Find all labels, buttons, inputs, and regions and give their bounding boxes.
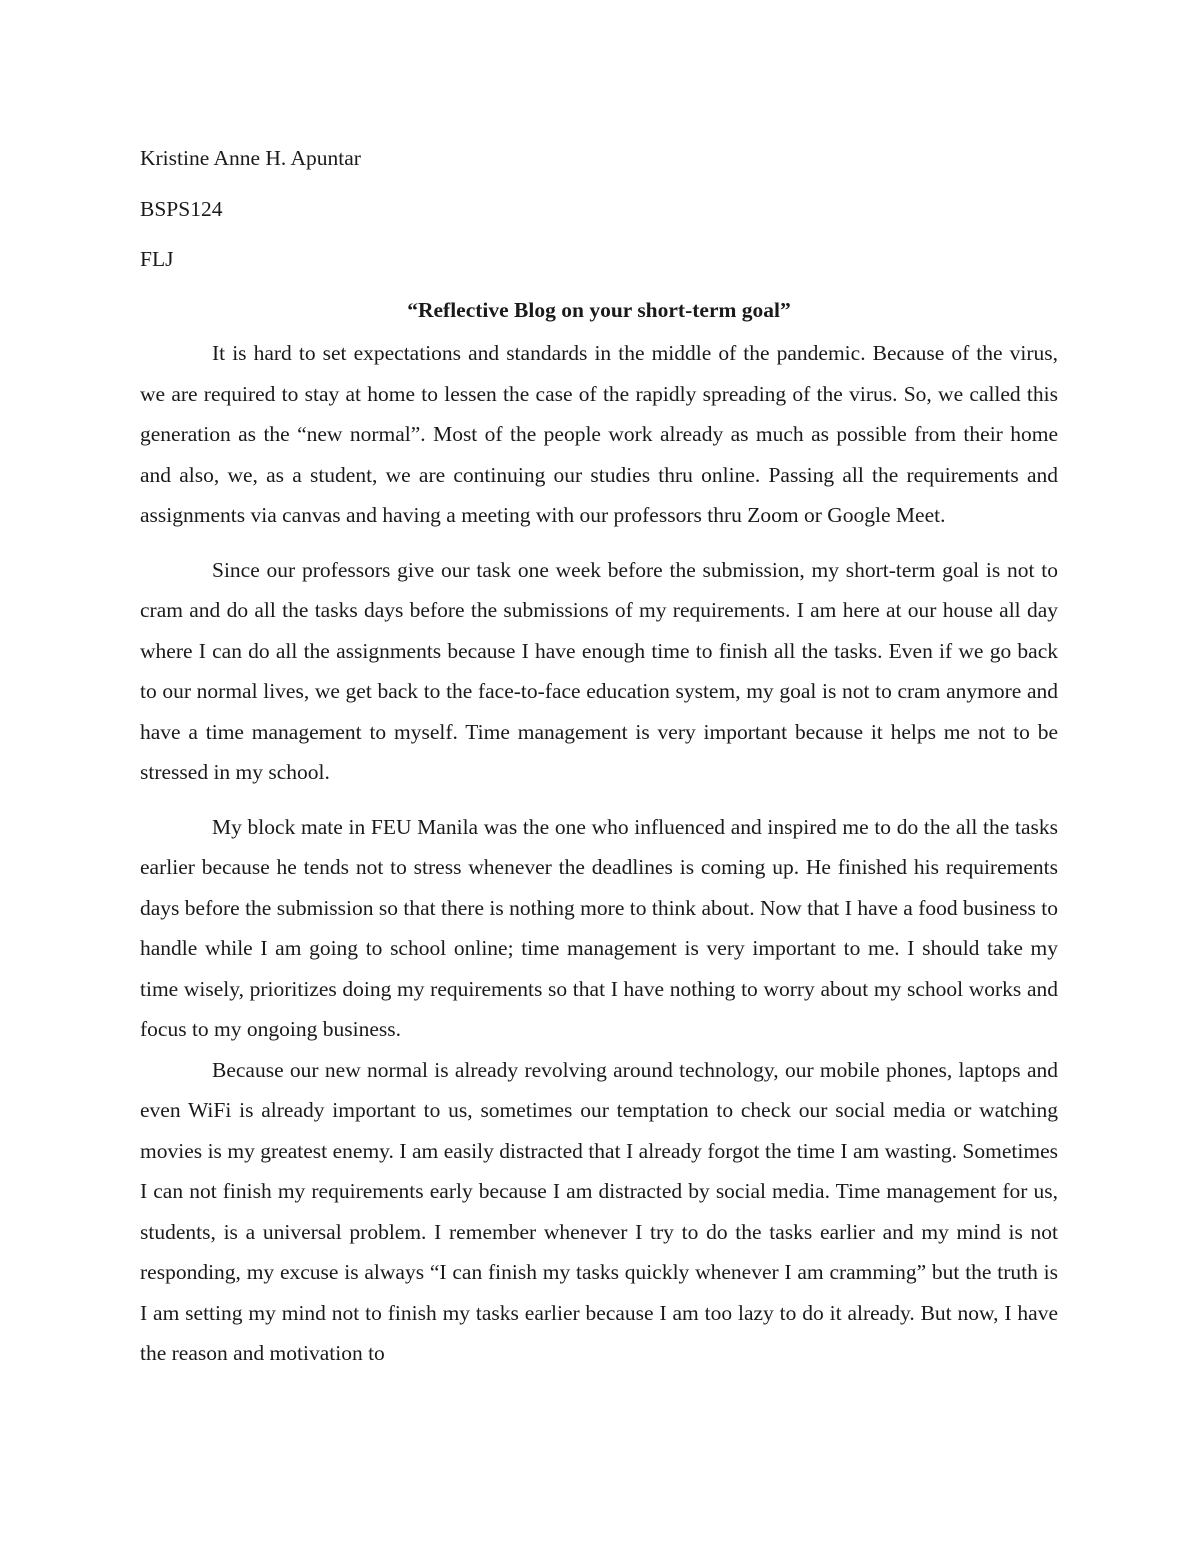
course-code: BSPS124 [140, 196, 223, 221]
document-body [140, 138, 1058, 1374]
author-name: Kristine Anne H. Apuntar [140, 146, 361, 170]
paragraph-2: Since our professors give our task one week before the submission, my short-term goal is not to cram and do all the tasks days before the submissions of my requirements. I am here at our house all day where I can do all the assignments because I have enough time to finish all the tasks. Even if we go back to our normal lives, we get back to the face-to-face education system, my goal is not to cram anymore and have a time management to myself. Time management is very important because it helps me not to be stressed in my school. [140, 557, 1058, 784]
paragraph-3: My block mate in FEU Manila was the one who influenced and inspired me to do the all the tasks earlier because he tends not to stress whenever the deadlines is coming up. He finished his requirements days before the submission so that there is nothing more to think about. Now that I have a food business to handle while I am going to school online; time management is very important to me. I should take my time wisely, prioritizes doing my requirements so that I have nothing to worry about my school works and focus to my ongoing business. [140, 814, 1058, 1041]
paragraph-4: Because our new normal is already revolving around technology, our mobile phones, laptops and even WiFi is already important to us, sometimes our temptation to check our social media or watching movies is my greatest enemy. I am easily distracted that I already forgot the time I am wasting. Sometimes I can not finish my requirements early because I am distracted by social media. Time management for us, students, is a universal problem. I remember whenever I try to do the tasks earlier and my mind is not responding, my excuse is always “I can finish my tasks quickly whenever I am cramming” but the truth is I am setting my mind not to finish my tasks earlier because I am too lazy to do it already. But now, I have the reason and motivation to [140, 1057, 1058, 1365]
essay-title: “Reflective Blog on your short-term goal” [407, 297, 791, 322]
section-code: FLJ [140, 247, 174, 271]
paragraph-1: It is hard to set expectations and standards in the middle of the pandemic. Because of the virus, we are required to stay at home to lessen the case of the rapidly spreading of the virus. So, we called this generation as the “new normal”. Most of the people work already as much as possible from their home and also, we, as a student, we are continuing our studies thru online. Passing all the requirements and assignments via canvas and having a meeting with our professors thru Zoom or Google Meet. [140, 341, 1058, 527]
